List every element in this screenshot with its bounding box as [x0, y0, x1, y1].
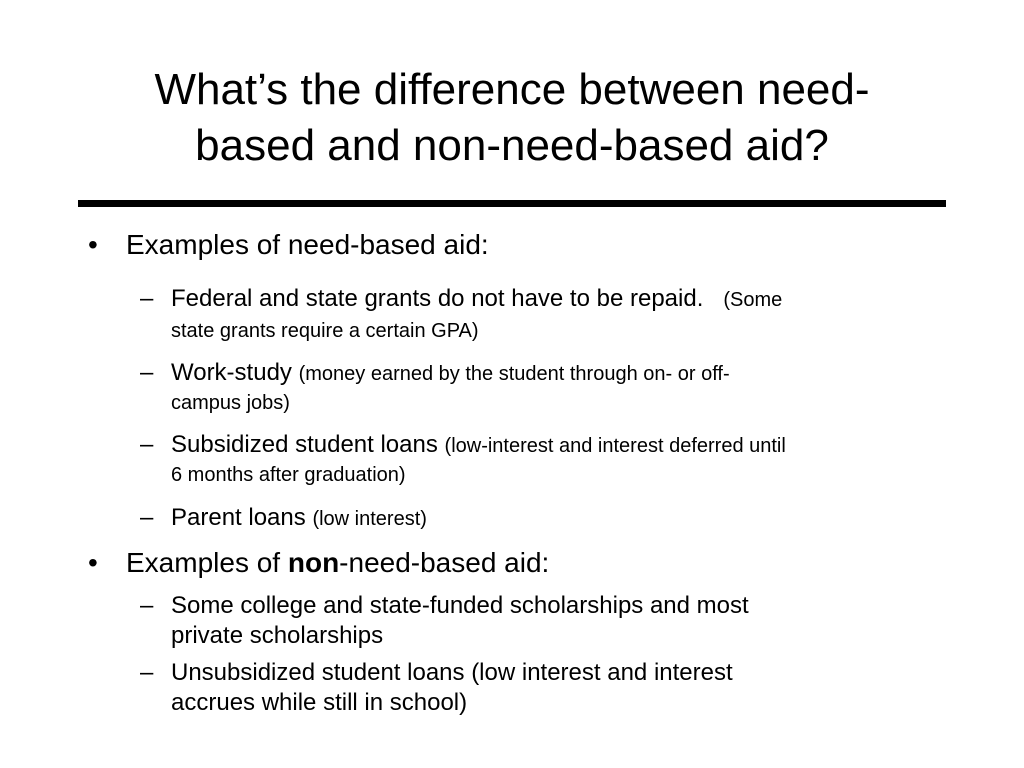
- slide-title-line-1: What’s the difference between need-: [154, 65, 870, 114]
- item-note-text: (low interest): [312, 508, 427, 530]
- item-text-line-2: private scholarships: [171, 622, 384, 649]
- item-text-line-1: Some college and state-funded scholarships and most: [171, 592, 749, 619]
- dash-marker: –: [140, 659, 154, 686]
- dash-marker: –: [140, 359, 154, 386]
- dash-marker: –: [140, 431, 154, 458]
- item-note-text: (low-interest and interest deferred until: [444, 435, 786, 457]
- bullet-marker: •: [88, 547, 98, 578]
- bullet-emphasis: non: [287, 547, 340, 578]
- item-main-text: Federal and state grants do not have to be repaid.: [171, 285, 704, 312]
- dash-marker: –: [140, 504, 154, 531]
- slide-title-line-2: based and non-need-based aid?: [195, 121, 829, 170]
- bullet-suffix: -need-based aid:: [339, 547, 550, 578]
- bullet-need-based-text: Examples of need-based aid:: [126, 229, 489, 260]
- item-text-line-2: accrues while still in school): [171, 689, 468, 716]
- item-note-continuation: 6 months after graduation): [171, 464, 406, 486]
- item-note-continuation: campus jobs): [171, 392, 290, 414]
- item-text-line-1: Unsubsidized student loans (low interest and interest: [171, 659, 733, 686]
- bullet-marker: •: [88, 229, 98, 260]
- item-main-text: Work-study: [171, 359, 292, 386]
- item-note-text: (Some: [723, 289, 783, 311]
- dash-marker: –: [140, 592, 154, 619]
- item-main-text: Parent loans: [171, 504, 306, 531]
- item-note-continuation: state grants require a certain GPA): [171, 320, 479, 342]
- item-note-text: (money earned by the student through on- or off-: [298, 363, 730, 385]
- bullet-prefix: Examples of: [126, 547, 288, 578]
- bullet-non-need-based-text: [126, 546, 549, 580]
- item-main-text: Subsidized student loans: [171, 431, 438, 458]
- dash-marker: –: [140, 285, 154, 312]
